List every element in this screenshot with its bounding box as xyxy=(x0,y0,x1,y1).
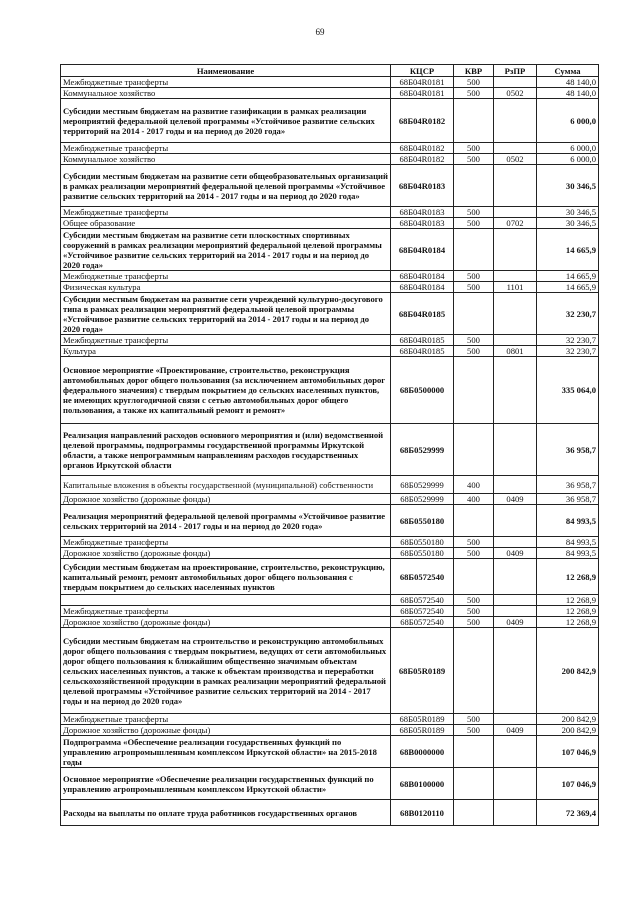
table-row xyxy=(61,768,599,800)
row-sum-cell: 48 140,0 xyxy=(537,88,599,99)
row-rzpr-cell xyxy=(494,606,537,617)
row-kvr-cell xyxy=(454,293,494,335)
row-kcsr-cell: 68Б04R0182 xyxy=(391,154,454,165)
row-sum-cell: 107 046,9 xyxy=(537,736,599,768)
row-sum-cell: 32 230,7 xyxy=(537,293,599,335)
header-name: Наименование xyxy=(61,65,391,77)
table-row xyxy=(61,99,599,143)
row-rzpr-cell xyxy=(494,424,537,476)
row-rzpr-cell xyxy=(494,768,537,800)
row-name-cell: Межбюджетные трансферты xyxy=(61,271,391,282)
row-sum-cell: 36 958,7 xyxy=(537,476,599,494)
row-kvr-cell xyxy=(454,99,494,143)
row-kcsr-cell: 68В0100000 xyxy=(391,768,454,800)
row-kcsr-cell: 68Б0572540 xyxy=(391,559,454,595)
table-row xyxy=(61,725,599,736)
row-name-cell: Подпрограмма «Обеспечение реализации государственных функций по управлению агропромышленным комплексом Иркутской области» на 2015-2018 годы xyxy=(61,736,391,768)
row-rzpr-cell xyxy=(494,714,537,725)
row-rzpr-cell: 1101 xyxy=(494,282,537,293)
row-kcsr-cell: 68Б0572540 xyxy=(391,606,454,617)
row-sum-cell: 30 346,5 xyxy=(537,207,599,218)
row-kcsr-cell: 68Б04R0181 xyxy=(391,88,454,99)
table-header-row xyxy=(61,65,599,77)
row-name-cell: Субсидии местным бюджетам на развитие сети плоскостных спортивных сооружений в рамках реализации мероприятий федеральной целевой программы «Устойчивое развитие сельских территорий на 2014 - 2017 годы и на период до 2020 года» xyxy=(61,229,391,271)
table-row xyxy=(61,537,599,548)
row-kvr-cell: 500 xyxy=(454,714,494,725)
row-kcsr-cell: 68Б04R0181 xyxy=(391,77,454,88)
row-kvr-cell xyxy=(454,165,494,207)
row-rzpr-cell xyxy=(494,357,537,424)
row-kvr-cell: 500 xyxy=(454,346,494,357)
row-kvr-cell xyxy=(454,505,494,537)
budget-table xyxy=(60,64,599,826)
table-row xyxy=(61,165,599,207)
row-name-cell: Коммунальное хозяйство xyxy=(61,88,391,99)
row-rzpr-cell xyxy=(494,143,537,154)
row-sum-cell: 36 958,7 xyxy=(537,424,599,476)
row-kvr-cell xyxy=(454,628,494,714)
row-kcsr-cell: 68Б04R0185 xyxy=(391,346,454,357)
row-rzpr-cell xyxy=(494,800,537,826)
row-rzpr-cell xyxy=(494,476,537,494)
row-sum-cell: 14 665,9 xyxy=(537,271,599,282)
row-name-cell: Дорожное хозяйство (дорожные фонды) xyxy=(61,548,391,559)
row-rzpr-cell xyxy=(494,736,537,768)
row-sum-cell: 12 268,9 xyxy=(537,595,599,606)
row-sum-cell: 36 958,7 xyxy=(537,494,599,505)
row-name-cell: Межбюджетные трансферты xyxy=(61,143,391,154)
row-kvr-cell: 500 xyxy=(454,606,494,617)
row-name-cell: Культура xyxy=(61,346,391,357)
row-kvr-cell xyxy=(454,768,494,800)
row-name-cell: Межбюджетные трансферты xyxy=(61,77,391,88)
row-kvr-cell: 500 xyxy=(454,548,494,559)
row-kcsr-cell: 68Б05R0189 xyxy=(391,725,454,736)
row-kcsr-cell: 68Б0550180 xyxy=(391,548,454,559)
row-kcsr-cell: 68Б0572540 xyxy=(391,617,454,628)
row-rzpr-cell: 0502 xyxy=(494,88,537,99)
table-row xyxy=(61,218,599,229)
row-sum-cell: 200 842,9 xyxy=(537,714,599,725)
table-row xyxy=(61,282,599,293)
table-row xyxy=(61,559,599,595)
table-body xyxy=(61,77,599,826)
row-sum-cell: 6 000,0 xyxy=(537,143,599,154)
row-kcsr-cell: 68Б04R0185 xyxy=(391,293,454,335)
table-row xyxy=(61,548,599,559)
row-kcsr-cell: 68Б04R0183 xyxy=(391,165,454,207)
header-sum: Сумма xyxy=(537,65,599,77)
row-name-cell: Капитальные вложения в объекты государственной (муниципальной) собственности xyxy=(61,476,391,494)
row-rzpr-cell xyxy=(494,99,537,143)
table-row xyxy=(61,476,599,494)
row-kvr-cell: 500 xyxy=(454,77,494,88)
row-kvr-cell: 500 xyxy=(454,282,494,293)
row-kvr-cell: 400 xyxy=(454,476,494,494)
row-kcsr-cell: 68Б0572540 xyxy=(391,595,454,606)
row-name-cell: Основное мероприятие «Проектирование, строительство, реконструкция автомобильных дорог общего пользования (за исключением автомобильных дорог федерального значения) с твердым покрытием до сельских населенных пунктов, не имеющих круглогодичной связи с сетью автомобильных дорог общего пользования, а также их капитальный ремонт и ремонт» xyxy=(61,357,391,424)
row-rzpr-cell: 0409 xyxy=(494,725,537,736)
row-rzpr-cell xyxy=(494,165,537,207)
row-name-cell: Дорожное хозяйство (дорожные фонды) xyxy=(61,494,391,505)
row-sum-cell: 32 230,7 xyxy=(537,335,599,346)
row-name-cell: Межбюджетные трансферты xyxy=(61,606,391,617)
row-kcsr-cell: 68Б04R0185 xyxy=(391,335,454,346)
row-kvr-cell: 500 xyxy=(454,88,494,99)
row-rzpr-cell: 0502 xyxy=(494,154,537,165)
row-name-cell: Субсидии местным бюджетам на развитие сети общеобразовательных организаций в рамках реализации мероприятий федеральной целевой программы «Устойчивое развитие сельских территорий на 2014 - 2017 годы и на период до 2020 года» xyxy=(61,165,391,207)
row-rzpr-cell xyxy=(494,335,537,346)
table-row xyxy=(61,617,599,628)
row-name-cell: Реализация мероприятий федеральной целевой программы «Устойчивое развитие сельских территорий на 2014 - 2017 годы и на период до 2020 года» xyxy=(61,505,391,537)
row-kvr-cell: 500 xyxy=(454,335,494,346)
row-sum-cell: 30 346,5 xyxy=(537,218,599,229)
row-kcsr-cell: 68Б05R0189 xyxy=(391,628,454,714)
row-kcsr-cell: 68Б0529999 xyxy=(391,476,454,494)
table-row xyxy=(61,494,599,505)
row-rzpr-cell: 0409 xyxy=(494,617,537,628)
row-sum-cell: 12 268,9 xyxy=(537,559,599,595)
row-kcsr-cell: 68Б04R0182 xyxy=(391,99,454,143)
row-rzpr-cell xyxy=(494,271,537,282)
row-sum-cell: 14 665,9 xyxy=(537,229,599,271)
table-row xyxy=(61,346,599,357)
row-kcsr-cell: 68Б04R0184 xyxy=(391,271,454,282)
row-kvr-cell: 500 xyxy=(454,271,494,282)
row-name-cell: Субсидии местным бюджетам на развитие газификации в рамках реализации мероприятий федеральной целевой программы «Устойчивое развитие сельских территорий на 2014 - 2017 годы и на период до 2020 года» xyxy=(61,99,391,143)
table-row xyxy=(61,628,599,714)
row-sum-cell: 84 993,5 xyxy=(537,537,599,548)
table-row xyxy=(61,424,599,476)
page-number: 69 xyxy=(315,27,325,37)
table-row xyxy=(61,595,599,606)
row-kvr-cell: 500 xyxy=(454,218,494,229)
row-name-cell: Реализация направлений расходов основного мероприятия и (или) ведомственной целевой программы, подпрограммы государственной программы Иркутской области, а также непрограммным направлениям расходов государственных органов Иркутской области xyxy=(61,424,391,476)
row-rzpr-cell xyxy=(494,595,537,606)
row-name-cell: Субсидии местным бюджетам на проектирование, строительство, реконструкцию, капитальный ремонт, ремонт автомобильных дорог общего пользования с твердым покрытием до сельских населенных пунктов xyxy=(61,559,391,595)
row-name-cell: Общее образование xyxy=(61,218,391,229)
row-name-cell: Физическая культура xyxy=(61,282,391,293)
table-row xyxy=(61,293,599,335)
table-row xyxy=(61,271,599,282)
row-kcsr-cell: 68Б05R0189 xyxy=(391,714,454,725)
row-rzpr-cell xyxy=(494,537,537,548)
row-rzpr-cell: 0409 xyxy=(494,494,537,505)
row-sum-cell: 84 993,5 xyxy=(537,548,599,559)
table-row xyxy=(61,606,599,617)
table-row xyxy=(61,207,599,218)
table-row xyxy=(61,714,599,725)
row-kvr-cell: 500 xyxy=(454,143,494,154)
row-kvr-cell: 500 xyxy=(454,537,494,548)
row-sum-cell: 32 230,7 xyxy=(537,346,599,357)
row-rzpr-cell xyxy=(494,229,537,271)
table-row xyxy=(61,154,599,165)
row-name-cell: Межбюджетные трансферты xyxy=(61,207,391,218)
row-rzpr-cell xyxy=(494,505,537,537)
row-rzpr-cell xyxy=(494,207,537,218)
header-kcsr: КЦСР xyxy=(391,65,454,77)
row-rzpr-cell xyxy=(494,628,537,714)
row-sum-cell: 30 346,5 xyxy=(537,165,599,207)
row-name-cell: Межбюджетные трансферты xyxy=(61,537,391,548)
row-rzpr-cell xyxy=(494,293,537,335)
row-kcsr-cell: 68Б04R0183 xyxy=(391,218,454,229)
row-kvr-cell xyxy=(454,800,494,826)
row-kcsr-cell: 68Б04R0183 xyxy=(391,207,454,218)
row-sum-cell: 107 046,9 xyxy=(537,768,599,800)
row-kvr-cell: 500 xyxy=(454,207,494,218)
row-sum-cell: 335 064,0 xyxy=(537,357,599,424)
row-kcsr-cell: 68В0000000 xyxy=(391,736,454,768)
row-kcsr-cell: 68Б04R0184 xyxy=(391,229,454,271)
table-row xyxy=(61,77,599,88)
row-name-cell: Расходы на выплаты по оплате труда работников государственных органов xyxy=(61,800,391,826)
table-row xyxy=(61,229,599,271)
row-kvr-cell: 500 xyxy=(454,725,494,736)
row-kvr-cell: 500 xyxy=(454,595,494,606)
row-sum-cell: 12 268,9 xyxy=(537,606,599,617)
row-kcsr-cell: 68Б0500000 xyxy=(391,357,454,424)
row-rzpr-cell: 0702 xyxy=(494,218,537,229)
row-rzpr-cell: 0409 xyxy=(494,548,537,559)
row-sum-cell: 84 993,5 xyxy=(537,505,599,537)
row-kcsr-cell: 68Б04R0182 xyxy=(391,143,454,154)
row-kvr-cell: 500 xyxy=(454,154,494,165)
row-name-cell: Субсидии местным бюджетам на строительство и реконструкцию автомобильных дорог общего пользования с твердым покрытием, ведущих от сети автомобильных дорог общего пользования к ближайшим общественно значимым объектам сельских населенных пунктов, а также к объектам производства и переработки сельскохозяйственной продукции в рамках реализации мероприятий федеральной целевой программы «Устойчивое развитие сельских территорий на 2014 - 2017 годы и на период до 2020 года» xyxy=(61,628,391,714)
table-row xyxy=(61,335,599,346)
row-kvr-cell xyxy=(454,736,494,768)
table-row xyxy=(61,736,599,768)
row-kcsr-cell: 68Б0529999 xyxy=(391,494,454,505)
row-rzpr-cell xyxy=(494,559,537,595)
row-rzpr-cell: 0801 xyxy=(494,346,537,357)
header-rzpr: РзПР xyxy=(494,65,537,77)
row-sum-cell: 6 000,0 xyxy=(537,154,599,165)
table-row xyxy=(61,357,599,424)
row-name-cell: Субсидии местным бюджетам на развитие сети учреждений культурно-досугового типа в рамках реализации мероприятий федеральной целевой программы «Устойчивое развитие сельских территорий на 2014 - 2017 годы и на период до 2020 года» xyxy=(61,293,391,335)
table-row xyxy=(61,143,599,154)
table-row xyxy=(61,505,599,537)
row-sum-cell: 6 000,0 xyxy=(537,99,599,143)
row-name-cell: Дорожное хозяйство (дорожные фонды) xyxy=(61,725,391,736)
row-sum-cell: 200 842,9 xyxy=(537,725,599,736)
row-kvr-cell: 500 xyxy=(454,617,494,628)
row-name-cell: Коммунальное хозяйство xyxy=(61,154,391,165)
row-kcsr-cell: 68Б0550180 xyxy=(391,505,454,537)
row-name-cell: Межбюджетные трансферты xyxy=(61,335,391,346)
row-kvr-cell xyxy=(454,559,494,595)
row-kvr-cell xyxy=(454,357,494,424)
row-sum-cell: 200 842,9 xyxy=(537,628,599,714)
table-row xyxy=(61,88,599,99)
row-name-cell: Основное мероприятие «Обеспечение реализации государственных функций по управлению агропромышленным комплексом Иркутской области» xyxy=(61,768,391,800)
row-kcsr-cell: 68В0120110 xyxy=(391,800,454,826)
row-name-cell xyxy=(61,595,391,606)
row-kcsr-cell: 68Б0529999 xyxy=(391,424,454,476)
row-kvr-cell xyxy=(454,229,494,271)
row-sum-cell: 14 665,9 xyxy=(537,282,599,293)
row-kvr-cell: 400 xyxy=(454,494,494,505)
row-rzpr-cell xyxy=(494,77,537,88)
table-row xyxy=(61,800,599,826)
row-name-cell: Дорожное хозяйство (дорожные фонды) xyxy=(61,617,391,628)
row-sum-cell: 12 268,9 xyxy=(537,617,599,628)
header-kvr: КВР xyxy=(454,65,494,77)
row-kcsr-cell: 68Б04R0184 xyxy=(391,282,454,293)
row-kvr-cell xyxy=(454,424,494,476)
row-name-cell: Межбюджетные трансферты xyxy=(61,714,391,725)
row-sum-cell: 48 140,0 xyxy=(537,77,599,88)
row-sum-cell: 72 369,4 xyxy=(537,800,599,826)
row-kcsr-cell: 68Б0550180 xyxy=(391,537,454,548)
